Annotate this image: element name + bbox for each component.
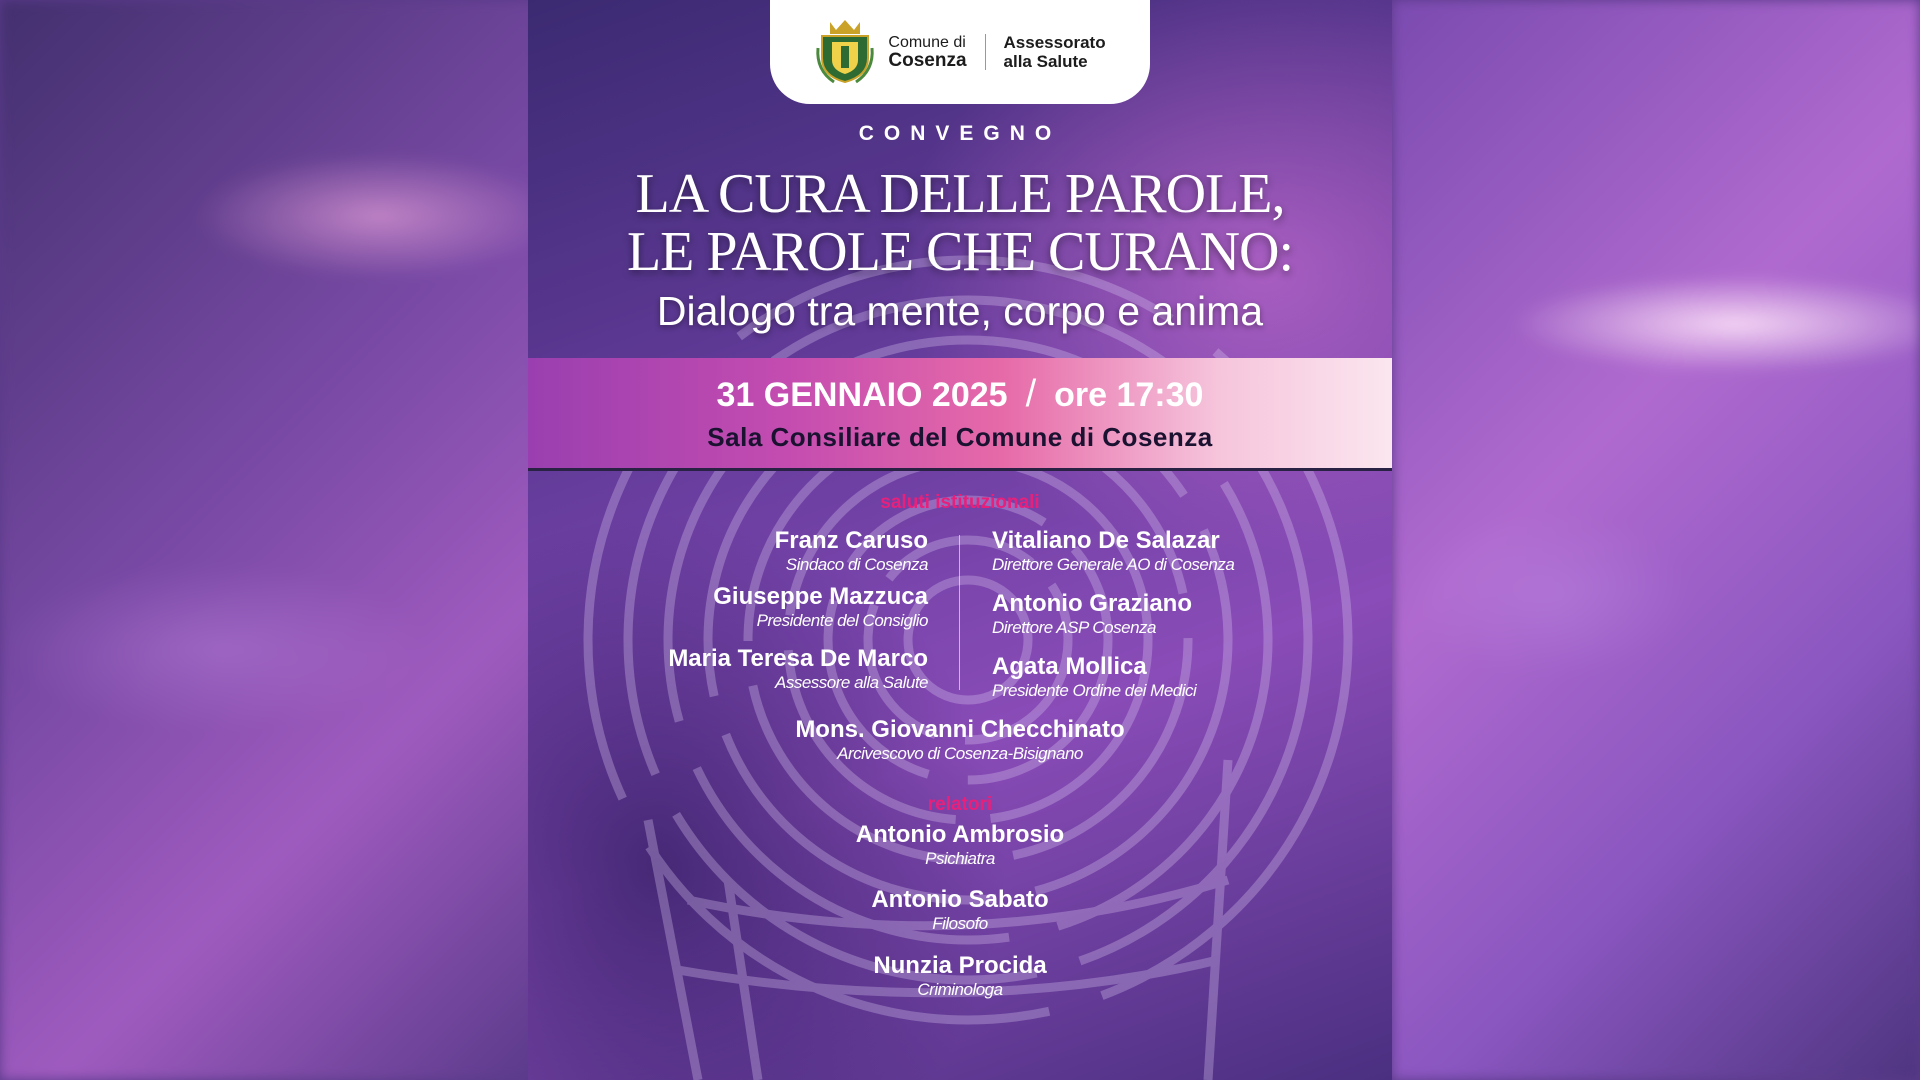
- speaker-giuseppe-mazzuca: [713, 584, 928, 632]
- blurred-background-left: [0, 0, 540, 1080]
- title-line-2: LE PAROLE CHE CURANO:: [626, 221, 1294, 283]
- speaker-agata-mollica: [992, 654, 1196, 702]
- date-separator: /: [1025, 373, 1037, 415]
- event-date: 31 GENNAIO 2025: [716, 376, 1008, 414]
- speaker-role: Psichiatra: [925, 849, 995, 868]
- event-subtitle: Dialogo tra mente, corpo e anima: [656, 288, 1264, 334]
- date-time-line: [528, 373, 1392, 416]
- speaker-name: Vitaliano De Salazar: [992, 527, 1220, 554]
- speaker-role: Criminologa: [917, 980, 1003, 999]
- speaker-vitaliano-de-salazar: [992, 528, 1234, 576]
- title-line-1: LA CURA DELLE PAROLE,: [635, 163, 1285, 225]
- speaker-name: Antonio Ambrosio: [855, 821, 1065, 848]
- speaker-role: Assessore alla Salute: [775, 673, 928, 692]
- relatori-label: relatori: [927, 794, 993, 815]
- relatore-antonio-ambrosio: [528, 822, 1392, 870]
- assessorato-label: Assessorato alla Salute: [1003, 33, 1106, 71]
- speaker-antonio-graziano: [992, 591, 1192, 639]
- event-title: [528, 165, 1392, 281]
- relatore-nunzia-procida: [528, 953, 1392, 1001]
- cosenza-crest-icon: [814, 18, 876, 86]
- speaker-name: Nunzia Procida: [873, 952, 1047, 979]
- speaker-role: Presidente Ordine dei Medici: [992, 681, 1197, 700]
- comune-label: [888, 34, 966, 70]
- blurred-background-right: [1392, 0, 1920, 1080]
- speaker-role: Arcivescovo di Cosenza-Bisignano: [837, 744, 1083, 763]
- event-venue: Sala Consiliare del Comune di Cosenza: [707, 422, 1213, 452]
- speaker-name: Giuseppe Mazzuca: [713, 583, 928, 610]
- speaker-maria-teresa-de-marco: [668, 646, 928, 694]
- speaker-name: Antonio Graziano: [992, 590, 1192, 617]
- event-time: ore 17:30: [1054, 376, 1204, 414]
- comune-name: Cosenza: [888, 50, 967, 71]
- speaker-name: Mons. Giovanni Checchinato: [795, 716, 1125, 743]
- header-divider: [985, 34, 986, 70]
- event-kicker: CONVEGNO: [858, 122, 1062, 145]
- speaker-role: Presidente del Consiglio: [756, 611, 928, 630]
- speaker-role: Filosofo: [932, 914, 988, 933]
- date-venue-band: [528, 358, 1392, 471]
- speaker-franz-caruso: [775, 528, 928, 576]
- speaker-role: Direttore Generale AO di Cosenza: [992, 555, 1235, 574]
- saluti-label: saluti istituzionali: [880, 492, 1040, 513]
- speaker-role: Sindaco di Cosenza: [785, 555, 928, 574]
- speaker-name: Maria Teresa De Marco: [668, 645, 928, 672]
- header-logo-panel: [770, 0, 1150, 104]
- speaker-name: Agata Mollica: [992, 653, 1147, 680]
- event-poster: [528, 0, 1392, 1080]
- comune-prefix: Comune di: [888, 34, 966, 51]
- speaker-name: Antonio Sabato: [871, 886, 1049, 913]
- column-divider: [959, 535, 960, 690]
- speaker-role: Direttore ASP Cosenza: [992, 618, 1156, 637]
- speaker-name: Franz Caruso: [774, 527, 928, 554]
- relatore-antonio-sabato: [528, 887, 1392, 935]
- speaker-giovanni-checchinato: [528, 717, 1392, 765]
